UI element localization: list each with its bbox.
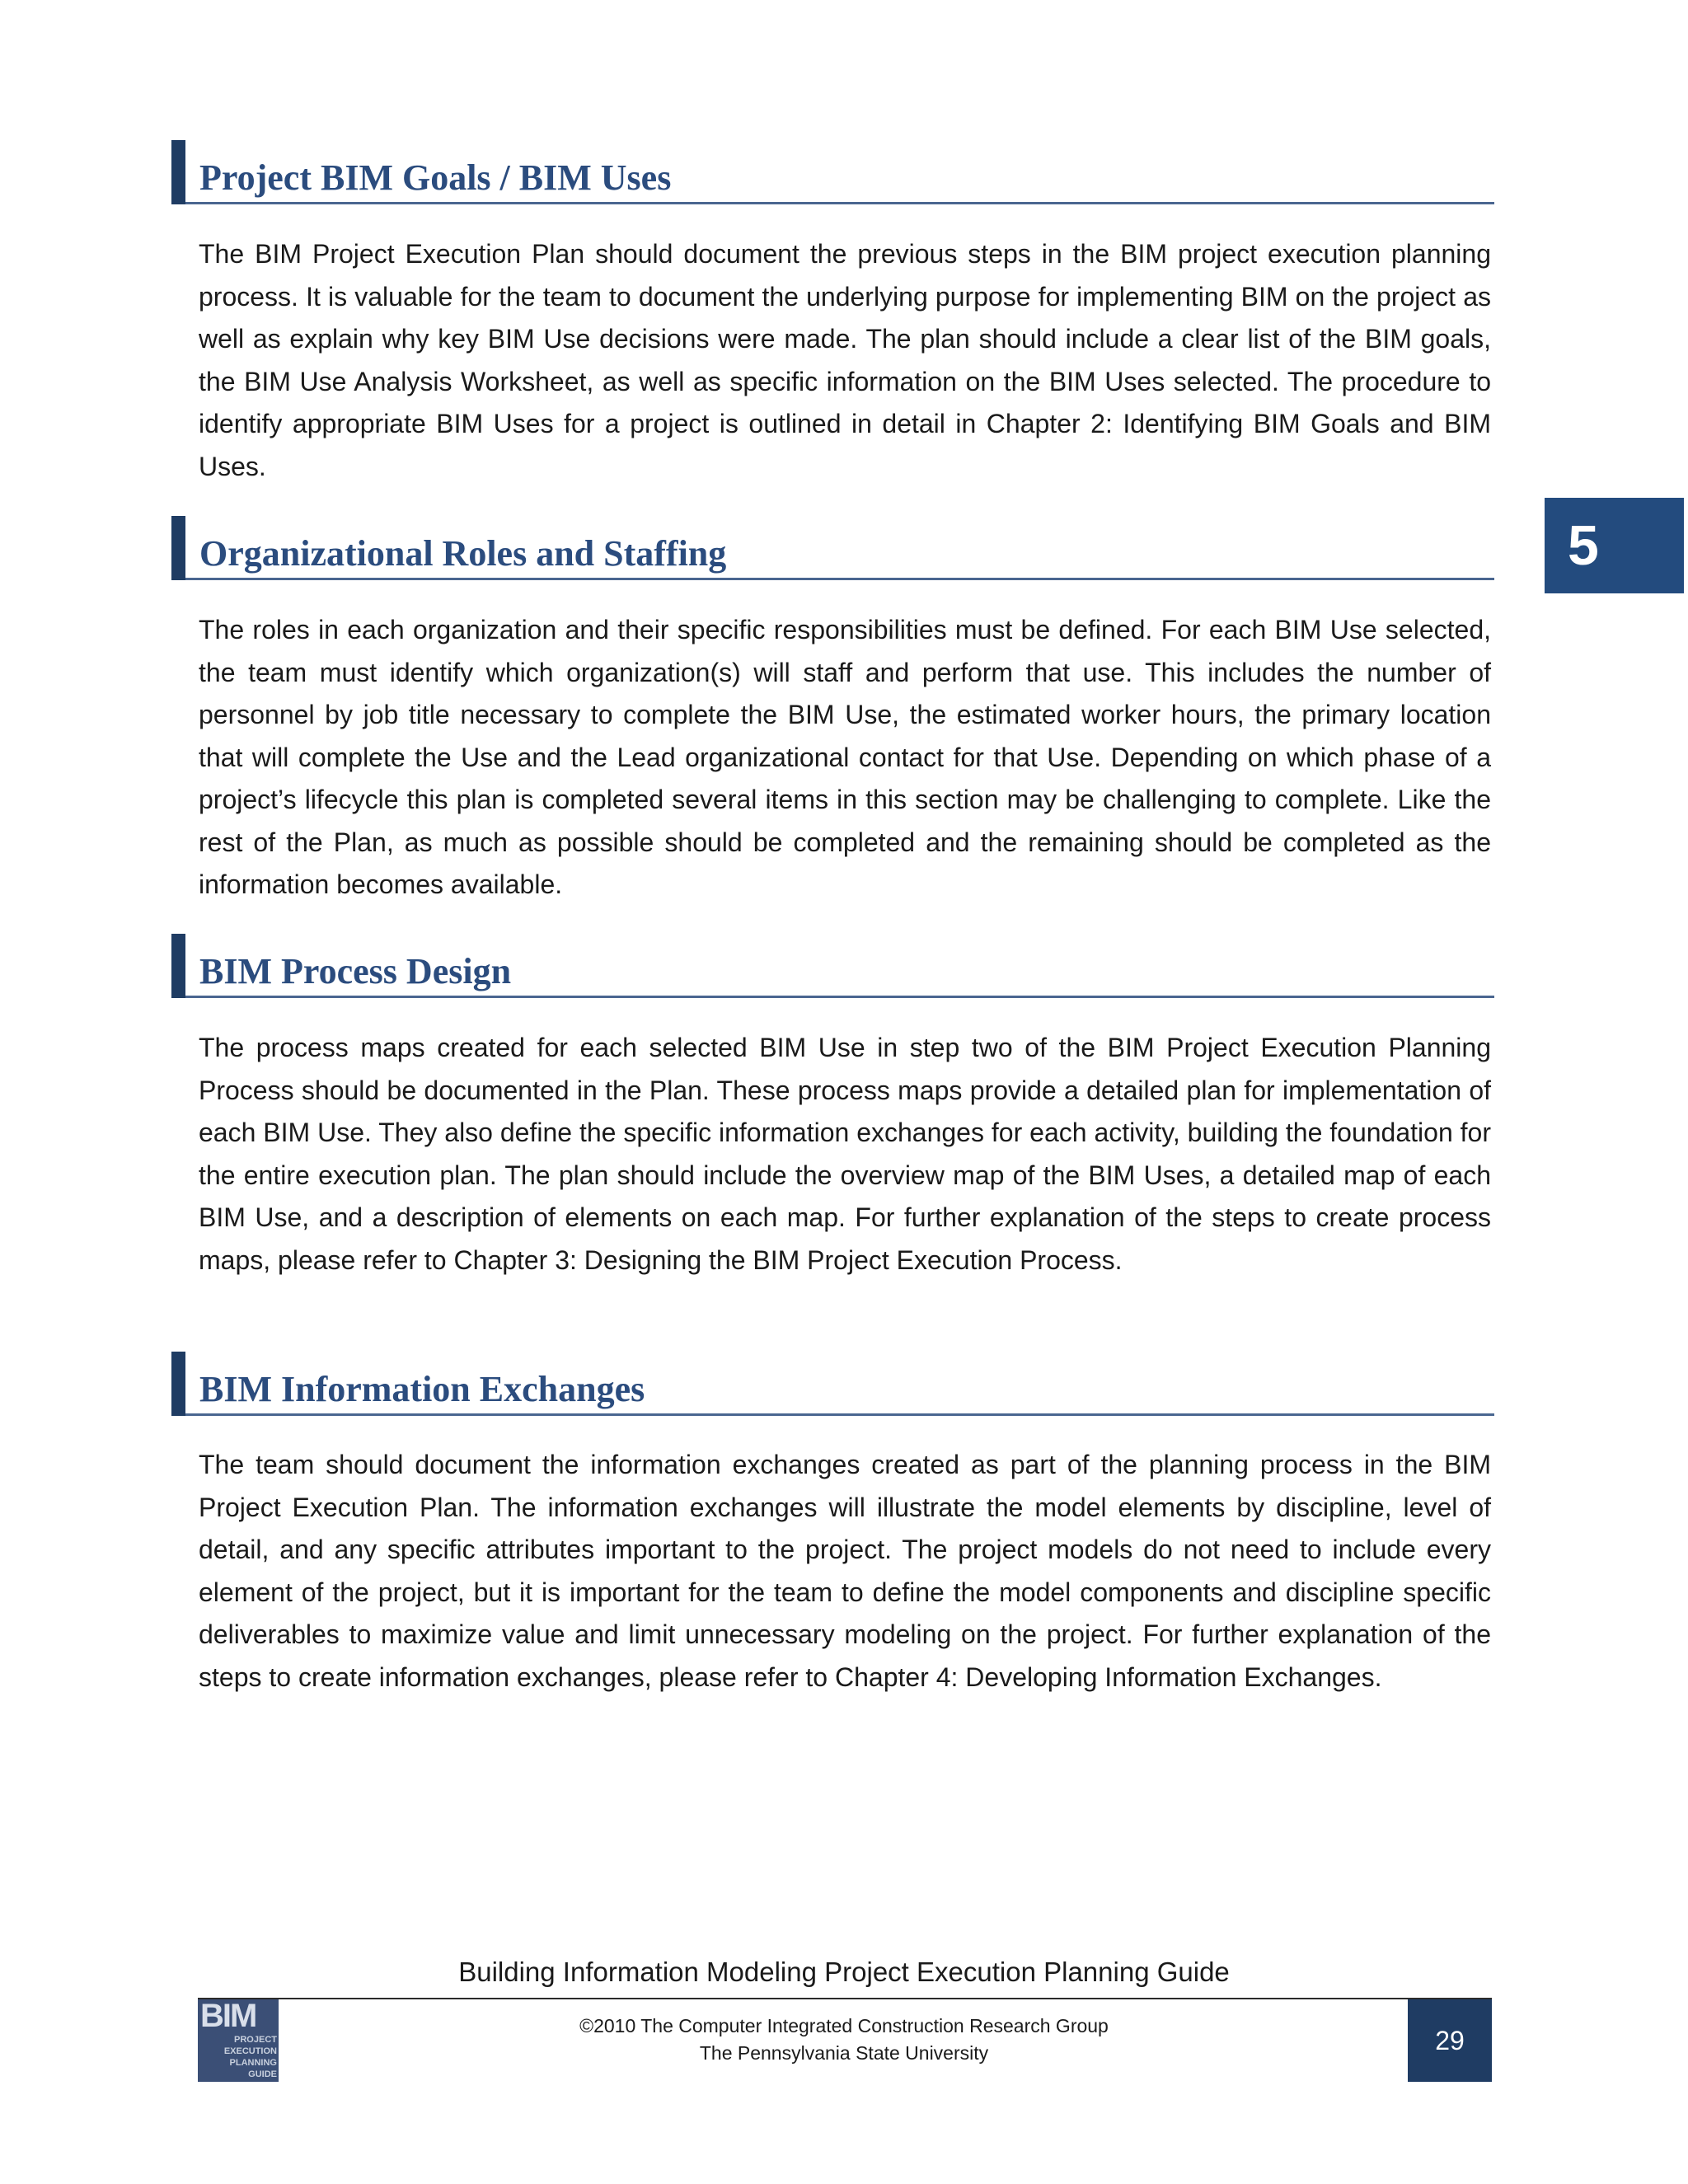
logo-word: EXECUTION [223,2046,277,2056]
section-heading-bim-goals [171,140,1494,204]
section-title: BIM Information Exchanges [199,1369,645,1409]
page-number: 29 [1408,1999,1492,2082]
section-title: Organizational Roles and Staffing [199,533,727,574]
footer-title: Building Information Modeling Project Execution Planning Guide [458,1957,1230,1987]
heading-accent-bar [171,934,185,998]
section-heading-roles-staffing [171,516,1494,580]
section-body-roles-staffing: The roles in each organization and their specific responsibilities must be defined. For each BIM Use selected, the team must identify which organization(s) will staff and perform that use. This includes the number of personnel by job title necessary to complete the BIM Use, the estimated worker hours, the primary location that will complete the Use and the Lead organizational contact for that Use. Depending on which phase of a project’s lifecycle this plan is completed several items in this section may be challenging to complete. Like the rest of the Plan, as much as possible should be completed and the remaining should be completed as the information becomes available. [199,615,1491,899]
section-body-information-exchanges: The team should document the information exchanges created as part of the planning process in the BIM Project Execution Plan. The information exchanges will illustrate the model elements by discipline, level of detail, and any specific attributes important to the project. The project models do not need to include every element of the project, but it is important for the team to define the model components and discipline specific deliverables to maximize value and limit unnecessary modeling on the project. For further explanation of the steps to create information exchanges, please refer to Chapter 4: Developing Information Exchanges. [199,1450,1491,1692]
section-heading-information-exchanges [171,1352,1494,1416]
copyright-line: ©2010 The Computer Integrated Construction Research Group [579,2015,1109,2036]
logo-bim-text: BIM [200,1999,256,2034]
logo-word: PLANNING [229,2058,277,2068]
institution-line: The Pennsylvania State University [699,2042,989,2064]
logo-word: PROJECT [234,2035,277,2045]
section-heading-process-design [171,934,1494,998]
heading-accent-bar [171,1352,185,1416]
footer-divider [198,1998,1492,1999]
chapter-tab: 5 [1545,498,1684,593]
section-title: BIM Process Design [199,951,512,991]
section-body-bim-goals: The BIM Project Execution Plan should document the previous steps in the BIM project execution planning process. It is valuable for the team to document the underlying purpose for implementing BIM on the project as well as explain why key BIM Use decisions were made. The plan should include a clear list of the BIM goals, the BIM Use Analysis Worksheet, as well as specific information on the BIM Uses selected. The procedure to identify appropriate BIM Uses for a project is outlined in detail in Chapter 2: Identifying BIM Goals and BIM Uses. [199,239,1491,481]
section-title: Project BIM Goals / BIM Uses [199,157,672,198]
heading-accent-bar [171,140,185,204]
heading-accent-bar [171,516,185,580]
section-body-process-design: The process maps created for each selected BIM Use in step two of the BIM Project Execution Planning Process should be documented in the Plan. These process maps provide a detailed plan for implementation of each BIM Use. They also define the specific information exchanges for each activity, building the foundation for the entire execution plan. The plan should include the overview map of the BIM Uses, a detailed map of each BIM Use, and a description of elements on each map. For further explanation of the steps to create process maps, please refer to Chapter 3: Designing the BIM Project Execution Process. [199,1033,1491,1275]
logo-word: GUIDE [248,2069,277,2079]
